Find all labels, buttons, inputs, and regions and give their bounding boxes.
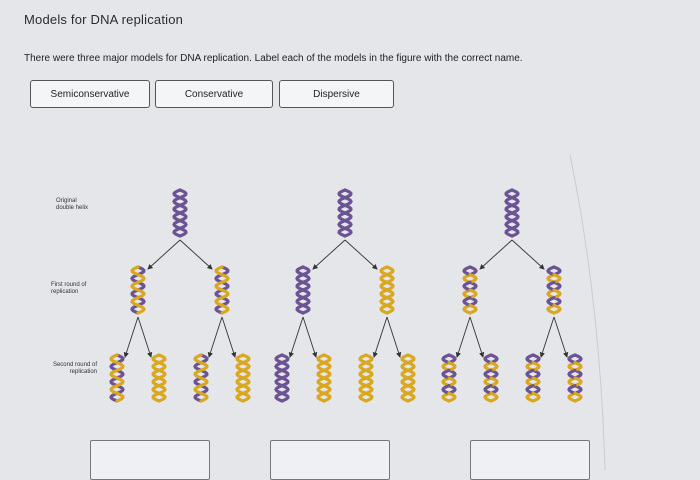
dna-helix-model3-gen2-strand [449,393,455,401]
dna-helix-model3-gen2-strand [533,393,539,401]
replication-arrow [470,317,483,357]
replication-arrow [125,317,138,357]
replication-arrow [180,240,212,269]
instructions-text: There were three major models for DNA replication. Label each of the models in the figure with the correct name. [24,53,523,64]
replication-arrow [457,317,470,357]
replication-arrow [290,317,303,357]
dna-helix-model3-gen2-strand [575,393,581,401]
replication-arrow [512,240,544,269]
replication-arrow [303,317,316,357]
label-option-semiconservative[interactable]: Semiconservative [30,80,150,108]
row-label-original: Original double helix [56,198,89,211]
replication-arrow [148,240,180,269]
answer-dropzone-2[interactable] [270,440,390,480]
replication-arrow [209,317,222,357]
answer-dropzone-3[interactable] [470,440,590,480]
dna-helix-model3-gen2-strand [491,393,497,401]
dna-helix-model3-gen1-strand [470,305,476,313]
stray-annotation-line [570,155,605,470]
row-label-second-round: Second round of replication [52,362,97,375]
replication-arrow [541,317,554,357]
replication-arrow [387,317,400,357]
replication-arrow [480,240,512,269]
replication-arrow [345,240,377,269]
answer-dropzone-1[interactable] [90,440,210,480]
dna-helix-model3-gen1-strand [554,305,560,313]
replication-arrow [374,317,387,357]
page-title: Models for DNA replication [24,12,184,27]
replication-arrow [313,240,345,269]
replication-arrow [554,317,567,357]
replication-arrow [222,317,235,357]
label-option-dispersive[interactable]: Dispersive [279,80,394,108]
row-label-first-round: First round of replication [51,282,87,295]
label-option-conservative[interactable]: Conservative [155,80,273,108]
replication-arrow [138,317,151,357]
